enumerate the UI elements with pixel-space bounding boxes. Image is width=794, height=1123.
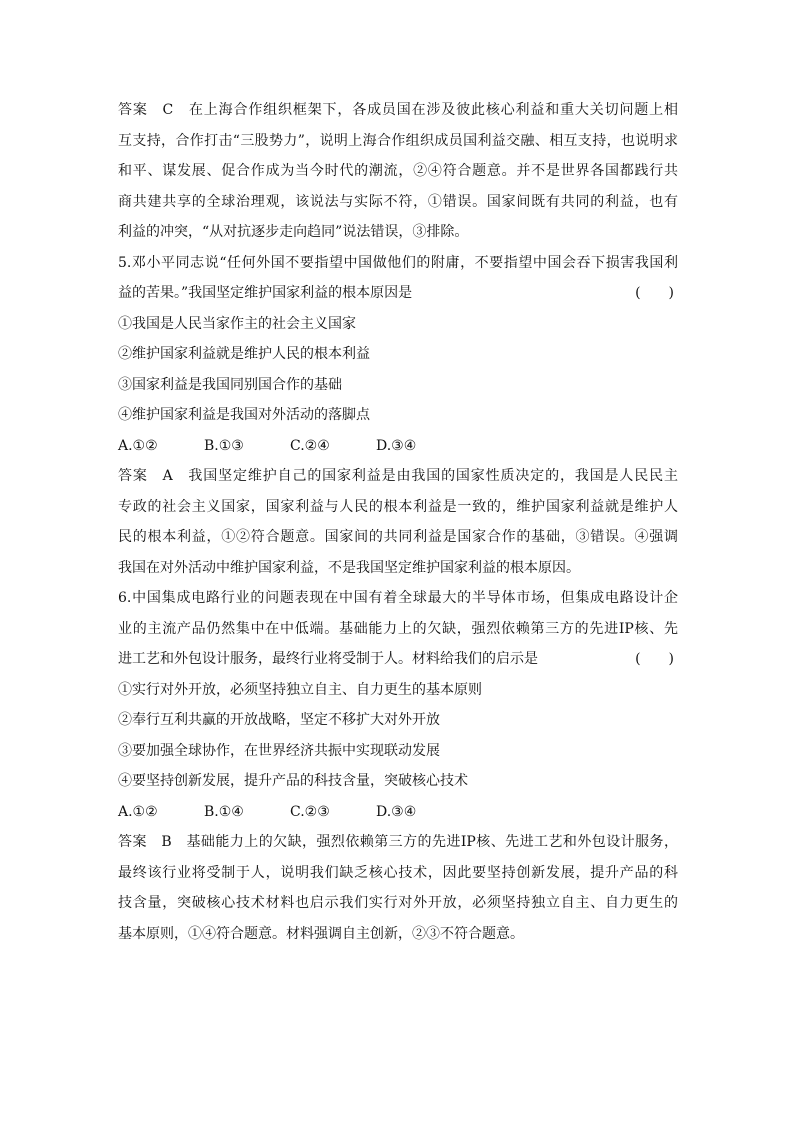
answer-line: 我国在对外活动中维护国家利益，不是我国坚定维护国家利益的根本原因。 <box>118 559 580 576</box>
choice-a: A.①② <box>118 437 158 454</box>
answer-block-6 <box>118 827 678 949</box>
option-item: ④要坚持创新发展，提升产品的科技含量，突破核心技术 <box>118 773 468 789</box>
answer-line: 技含量，突破核心技术材料也启示我们实行对外开放，必须坚持独立自主、自力更生的 <box>118 895 678 911</box>
answer-line: 基本原则，①④符合题意。材料强调自主创新，②③不符合题意。 <box>118 925 524 942</box>
answer-line: 商共建共享的全球治理观，该说法与实际不符，①错误。国家间既有共同的利益，也有 <box>118 193 678 210</box>
question-stem-last <box>118 644 678 675</box>
answer-block-5 <box>118 461 678 583</box>
choice-d: D.③④ <box>376 437 417 454</box>
answer-line: 民的根本利益，①②符合题意。国家间的共同利益是国家合作的基础，③错误。④强调 <box>118 529 678 545</box>
question-stem: 6.中国集成电路行业的问题表现在中国有着全球最大的半导体市场，但集成电路设计企 <box>118 590 678 606</box>
question-5 <box>118 248 678 584</box>
option-item: ④维护国家利益是我国对外活动的落脚点 <box>118 407 370 423</box>
option-item: ①实行对外开放，必须坚持独立自主、自力更生的基本原则 <box>118 681 482 698</box>
choice-d: D.③④ <box>376 803 417 820</box>
question-stem-text: 益的苦果。”我国坚定维护国家利益的根本原因是 <box>118 285 413 301</box>
answer-line: 利益的冲突，“从对抗逐步走向趋同”说法错误，③排除。 <box>118 224 469 240</box>
answer-line: 答案 C 在上海合作组织框架下，各成员国在涉及彼此核心利益和重大关切问题上相 <box>118 102 678 118</box>
question-stem-text: 进工艺和外包设计服务，最终行业将受制于人。材料给我们的启示是 <box>118 651 538 667</box>
option-item: ①我国是人民当家作主的社会主义国家 <box>118 315 356 332</box>
question-stem: 5.邓小平同志说“任何外国不要指望中国做他们的附庸，不要指望中国会吞下损害我国利 <box>118 254 678 271</box>
option-item: ②奉行互利共赢的开放战略，坚定不移扩大对外开放 <box>118 712 440 728</box>
choice-b: B.①③ <box>204 437 244 454</box>
choice-c: C.②④ <box>290 437 330 454</box>
question-6 <box>118 583 678 949</box>
answer-line: 最终该行业将受制于人，说明我们缺乏核心技术，因此要坚持创新发展，提升产品的科 <box>118 864 678 881</box>
choice-c: C.②③ <box>290 803 330 820</box>
option-item: ②维护国家利益就是维护人民的根本利益 <box>118 346 370 362</box>
answer-blank: ( ) <box>635 285 674 301</box>
option-item: ③要加强全球协作，在世界经济共振中实现联动发展 <box>118 742 440 759</box>
answer-line: 答案 B 基础能力上的欠缺，强烈依赖第三方的先进IP核、先进工艺和外包设计服务， <box>118 834 678 850</box>
choice-row <box>118 431 678 462</box>
answer-blank: ( ) <box>635 651 674 667</box>
answer-line: 互支持，合作打击“三股势力”，说明上海合作组织成员国利益交融、相互支持，也说明求 <box>118 132 678 149</box>
choice-b: B.①④ <box>204 803 244 820</box>
answer-line: 专政的社会主义国家，国家利益与人民的根本利益是一致的，维护国家利益就是维护人 <box>118 498 678 515</box>
question-stem-last <box>118 278 678 309</box>
answer-block-4 <box>118 95 678 248</box>
option-item: ③国家利益是我国同别国合作的基础 <box>118 376 342 393</box>
question-stem: 业的主流产品仍然集中在中低端。基础能力上的欠缺，强烈依赖第三方的先进IP核、先 <box>118 620 678 637</box>
choice-a: A.①② <box>118 803 158 820</box>
answer-line: 答案 A 我国坚定维护自己的国家利益是由我国的国家性质决定的，我国是人民民主 <box>118 468 678 484</box>
answer-line: 和平、谋发展、促合作成为当今时代的潮流，②④符合题意。并不是世界各国都践行共 <box>118 163 678 179</box>
document-page <box>118 95 678 949</box>
choice-row <box>118 797 678 828</box>
